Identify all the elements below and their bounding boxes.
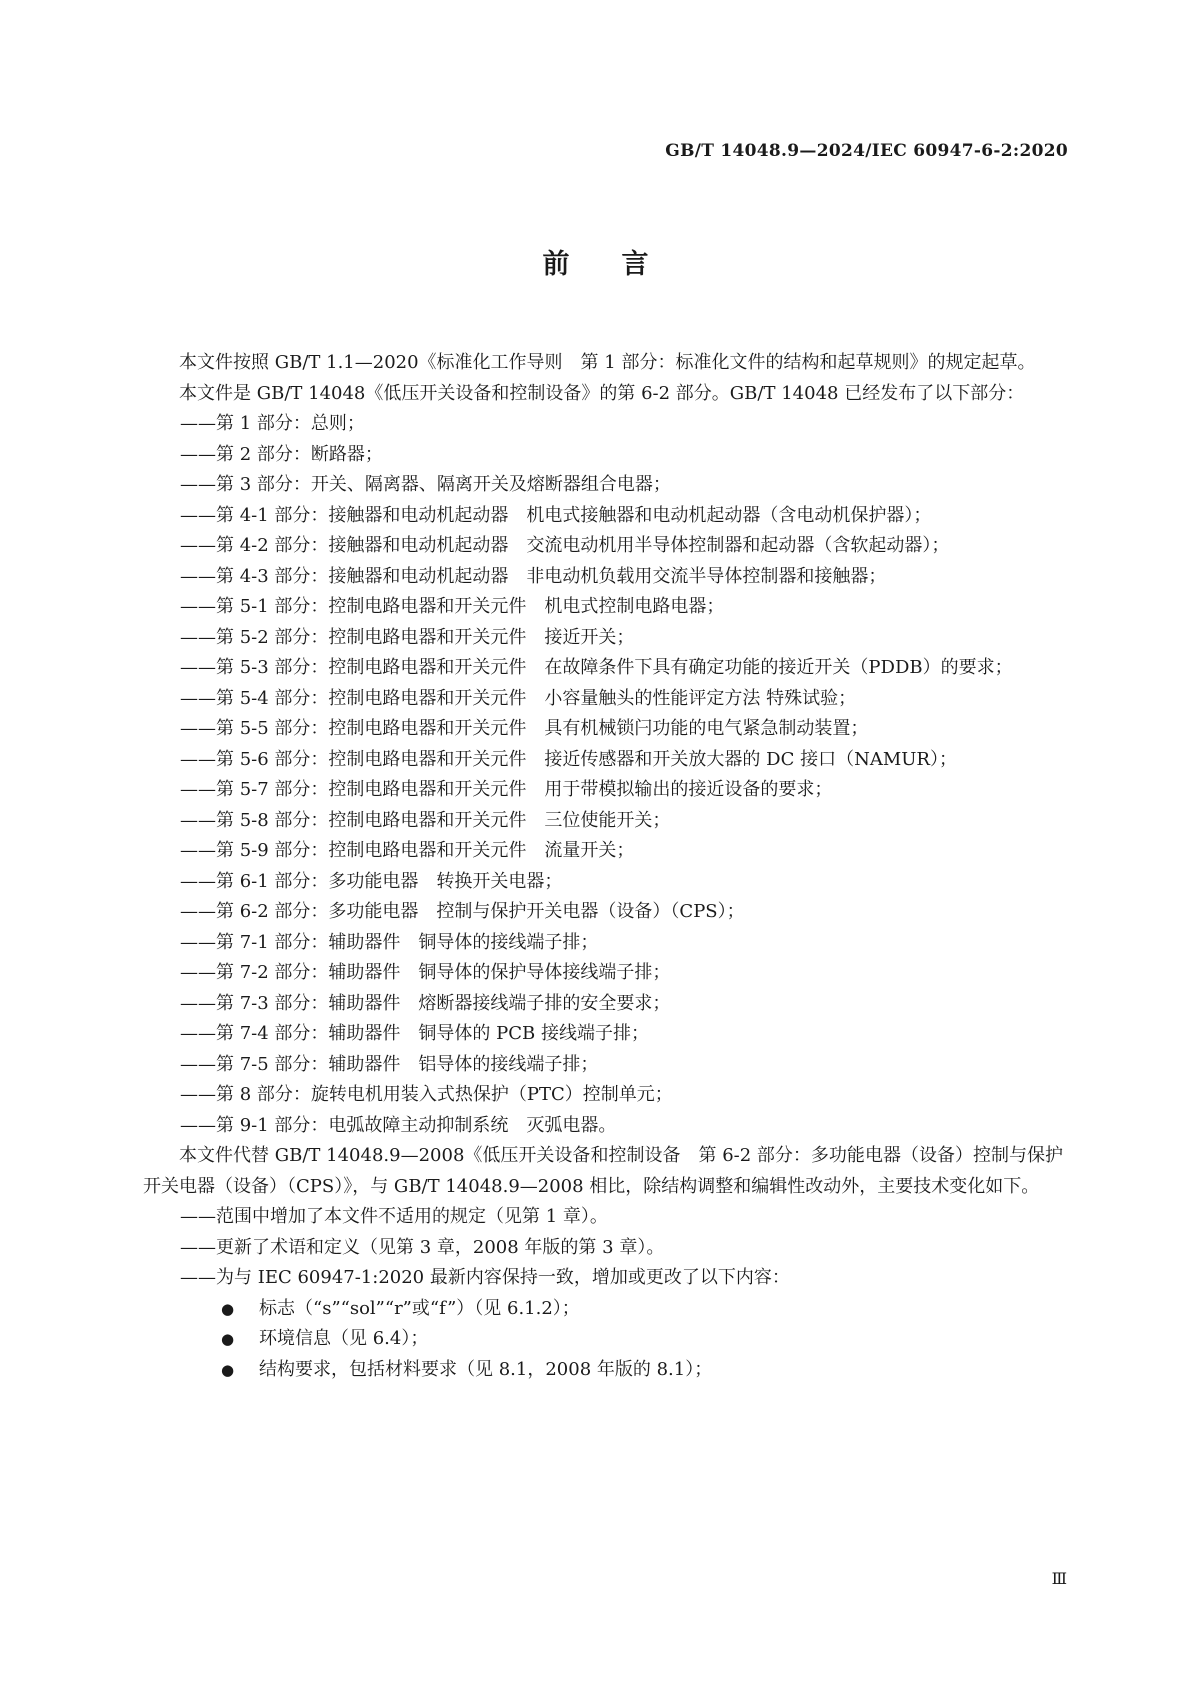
list-item: ——第 7-4 部分：辅助器件 铜导体的 PCB 接线端子排； xyxy=(180,1023,649,1044)
list-item: ——更新了术语和定义（见第 3 章，2008 年版的第 3 章）。 xyxy=(180,1236,665,1258)
list-item: ——第 3 部分：开关、隔离器、隔离开关及熔断器组合电器； xyxy=(180,474,671,495)
list-item: ——范围中增加了本文件不适用的规定（见第 1 章）。 xyxy=(180,1206,608,1227)
list-item: ——第 4-1 部分：接触器和电动机起动器 机电式接触器和电动机起动器（含电动机保护器）； xyxy=(180,504,932,526)
list-item: ——第 6-1 部分：多功能电器 转换开关电器； xyxy=(180,870,563,892)
list-item: ——第 5-7 部分：控制电路电器和开关元件 用于带模拟输出的接近设备的要求； xyxy=(180,779,833,800)
paragraph-series-intro: 本文件是 GB/T 14048《低压开关设备和控制设备》的第 6-2 部分。GB/T 14048 已经发布了以下部分： xyxy=(179,382,1025,404)
bullet-dot-icon: ● xyxy=(221,1330,235,1348)
list-item: ——第 5-9 部分：控制电路电器和开关元件 流量开关； xyxy=(180,840,635,861)
bullet-item xyxy=(143,1324,1063,1355)
list-item: ——第 5-2 部分：控制电路电器和开关元件 接近开关； xyxy=(180,626,635,648)
list-item: ——为与 IEC 60947-1:2020 最新内容保持一致，增加或更改了以下内容： xyxy=(180,1267,790,1288)
list-item: ——第 4-3 部分：接触器和电动机起动器 非电动机负载用交流半导体控制器和接触器； xyxy=(180,565,887,587)
list-item: ——第 5-3 部分：控制电路电器和开关元件 在故障条件下具有确定功能的接近开关（PDDB）的要求； xyxy=(180,657,1013,678)
list-item: ——第 5-8 部分：控制电路电器和开关元件 三位使能开关； xyxy=(180,809,671,831)
list-item: ——第 7-1 部分：辅助器件 铜导体的接线端子排； xyxy=(180,931,599,953)
parts-list xyxy=(143,409,1063,1141)
list-item: ——第 7-5 部分：辅助器件 铝导体的接线端子排； xyxy=(180,1053,599,1075)
list-item: ——第 6-2 部分：多功能电器 控制与保护开关电器（设备）（CPS）； xyxy=(180,901,745,922)
page-title: 前言 xyxy=(542,249,701,280)
list-item: ——第 4-2 部分：接触器和电动机起动器 交流电动机用半导体控制器和起动器（含软起动器）； xyxy=(180,535,950,556)
list-item: ——第 5-5 部分：控制电路电器和开关元件 具有机械锁闩功能的电气紧急制动装置； xyxy=(180,718,869,739)
bullet-item xyxy=(143,1355,1063,1386)
document-body xyxy=(143,348,1063,1385)
list-item: ——第 5-4 部分：控制电路电器和开关元件 小容量触头的性能评定方法 特殊试验； xyxy=(180,687,857,709)
bullet-dot-icon: ● xyxy=(221,1360,235,1379)
paragraph-drafting-basis: 本文件按照 GB/T 1.1—2020《标准化工作导则 第 1 部分：标准化文件的结构和起草规则》的规定起草。 xyxy=(179,352,1036,373)
standard-code-header: GB/T 14048.9—2024/IEC 60947-6-2:2020 xyxy=(665,141,1068,161)
bullet-dot-icon: ● xyxy=(221,1299,235,1318)
list-item: ——第 7-2 部分：辅助器件 铜导体的保护导体接线端子排； xyxy=(180,962,671,983)
list-item: ——第 7-3 部分：辅助器件 熔断器接线端子排的安全要求； xyxy=(180,992,671,1014)
list-item: ——第 1 部分：总则； xyxy=(180,413,365,434)
list-item: ——第 2 部分：断路器； xyxy=(180,443,383,465)
list-item: ——第 8 部分：旋转电机用装入式热保护（PTC）控制单元； xyxy=(180,1084,673,1105)
bullet-text: 结构要求，包括材料要求（见 8.1，2008 年版的 8.1）； xyxy=(259,1358,713,1380)
bullet-list xyxy=(143,1294,1063,1386)
bullet-text: 环境信息（见 6.4）； xyxy=(259,1328,429,1349)
bullet-text: 标志（“s”“sol”“r”或“f”）（见 6.1.2）； xyxy=(259,1297,580,1319)
changes-list xyxy=(143,1202,1063,1294)
list-item: ——第 5-6 部分：控制电路电器和开关元件 接近传感器和开关放大器的 DC 接口（NAMUR）； xyxy=(180,748,957,770)
bullet-item xyxy=(143,1294,1063,1325)
list-item: ——第 5-1 部分：控制电路电器和开关元件 机电式控制电路电器； xyxy=(180,596,725,617)
paragraph-replacement-notice: 本文件代替 GB/T 14048.9—2008《低压开关设备和控制设备 第 6-2 部分：多功能电器（设备）控制与保护开关电器（设备）（CPS）》，与 GB/T 14048.9—2008 相比，除结构调整和编辑性改动外，主要技术变化如下。 xyxy=(143,1145,1063,1197)
list-item: ——第 9-1 部分：电弧故障主动抑制系统 灭弧电器。 xyxy=(180,1114,617,1136)
page-number: Ⅲ xyxy=(1051,1569,1067,1588)
